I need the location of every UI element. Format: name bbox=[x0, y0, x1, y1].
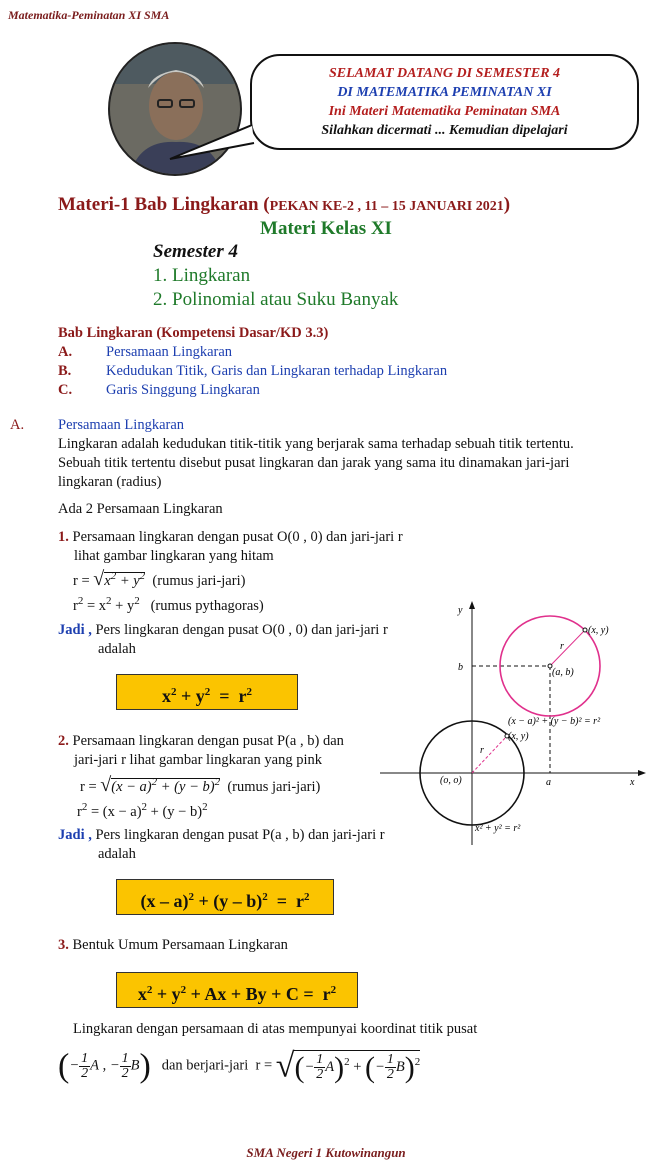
pink-point-label: (x, y) bbox=[588, 625, 609, 636]
x-axis-arrow-icon bbox=[638, 770, 646, 776]
item-1-eq-pythagoras: $r^2 = x^2 + y^2$ (rumus pythagoras) bbox=[73, 595, 264, 614]
formula-box-3: $x^2 + y^2 + Ax + By + C = r^2$ bbox=[116, 972, 358, 1008]
pink-equation: (x − a)² + (y − b)² = r² bbox=[508, 716, 601, 727]
center-radius-formula: (− $\frac{1}{2}$ A , − $\frac{1}{2}$ B) dan berjari-jari r = √(− $\frac{1}{2}$ A)$^2$ + (− $\frac{1}{2}$ B)$^2$ bbox=[58, 1047, 421, 1085]
kd-item: Persamaan Lingkaran bbox=[106, 344, 233, 360]
black-point-label: (x, y) bbox=[508, 731, 529, 742]
black-equation: x² + y² = r² bbox=[475, 823, 521, 834]
center-label: (a, b) bbox=[552, 667, 574, 678]
black-radius-label: r bbox=[480, 745, 484, 756]
kd-item: Garis Singgung Lingkaran bbox=[106, 382, 260, 398]
item-3-description: Lingkaran dengan persamaan di atas mempunyai koordinat titik pusat bbox=[73, 1021, 478, 1037]
black-radius bbox=[472, 736, 507, 773]
welcome-line-2: DI MATEMATIKA PEMINATAN XI bbox=[337, 85, 552, 100]
topic-item: 1. Lingkaran bbox=[153, 265, 251, 286]
item-1-conclusion: Jadi , Pers lingkaran dengan pusat O(0 , 0) dan jari-jari r adalah bbox=[58, 622, 388, 657]
y-axis-arrow-icon bbox=[469, 601, 475, 609]
formula-box-2: $(x - a)^2 + (y - b)^2 = r^2$ bbox=[116, 879, 334, 915]
kd-item: Kedudukan Titik, Garis dan Lingkaran terhadap Lingkaran bbox=[106, 363, 448, 379]
page-header: Matematika-Peminatan XI SMA bbox=[8, 8, 170, 22]
x-axis-label: x bbox=[630, 777, 635, 788]
a-label: a bbox=[546, 777, 551, 788]
section-a-body: Lingkaran adalah kedudukan titik-titik yang berjarak sama terhadap sebuah titik tertentu. Sebuah titik tertentu disebut pusat lingkaran dan jarak yang sama itu dinamakan jari-jari lingkaran (radius) Ada 2 Persamaan Lingkaran bbox=[58, 436, 574, 517]
section-a-label: A. bbox=[10, 417, 25, 433]
welcome-bubble bbox=[250, 54, 639, 150]
topic-list bbox=[153, 264, 398, 312]
b-label: b bbox=[458, 662, 463, 673]
item-1-eq-radius: $r = √x^2 + y^2$ (rumus jari-jari) bbox=[73, 567, 246, 590]
semester-title: Semester 4 bbox=[153, 241, 238, 262]
item-1: 1. Persamaan lingkaran dengan pusat O(0 , 0) dan jari-jari r lihat gambar lingkaran yang hitam bbox=[58, 529, 403, 564]
y-axis-label: y bbox=[458, 605, 463, 616]
origin-label: (o, o) bbox=[440, 775, 462, 786]
item-2: 2. Persamaan lingkaran dengan pusat P(a , b) dan jari-jari r lihat gambar lingkaran yang pink bbox=[58, 733, 344, 768]
formula-box-1: $x^2 + y^2 = r^2$ bbox=[116, 674, 298, 710]
page-footer: SMA Negeri 1 Kutowinangun bbox=[246, 1145, 406, 1160]
welcome-line-3: Ini Materi Matematika Peminatan SMA bbox=[328, 104, 561, 119]
circle-diagram bbox=[380, 595, 650, 850]
welcome-line-1: SELAMAT DATANG DI SEMESTER 4 bbox=[328, 66, 561, 81]
class-title: Materi Kelas XI bbox=[260, 218, 392, 239]
pink-radius bbox=[550, 630, 585, 666]
kd-heading: Bab Lingkaran (Kompetensi Dasar/KD 3.3) bbox=[58, 325, 329, 341]
bubble-tail-icon bbox=[160, 115, 260, 165]
section-a-title: Persamaan Lingkaran bbox=[58, 417, 185, 433]
pink-edge-point bbox=[583, 628, 587, 632]
item-3: 3. Bentuk Umum Persamaan Lingkaran bbox=[58, 937, 288, 953]
item-2-eq-radius: $r = √(x - a)^2 + (y - b)^2$ (rumus jari-jari) bbox=[80, 773, 321, 796]
item-2-conclusion: Jadi , Pers lingkaran dengan pusat P(a , b) dan jari-jari r adalah bbox=[58, 827, 385, 862]
topic-item: 2. Polinomial atau Suku Banyak bbox=[153, 289, 399, 310]
item-2-eq-pythagoras: $r^2 = (x - a)^2 + (y - b)^2$ bbox=[77, 801, 208, 820]
page-title: Materi-1 Bab Lingkaran (PEKAN KE-2 , 11 – 15 JANUARI 2021) bbox=[58, 194, 511, 215]
pink-radius-label: r bbox=[560, 641, 564, 652]
kd-list: A. Persamaan Lingkaran B. Kedudukan Titik, Garis dan Lingkaran terhadap Lingkaran C. Garis Singgung Lingkaran bbox=[58, 344, 448, 398]
welcome-line-4: Silahkan dicermati ... Kemudian dipelajari bbox=[321, 123, 568, 138]
